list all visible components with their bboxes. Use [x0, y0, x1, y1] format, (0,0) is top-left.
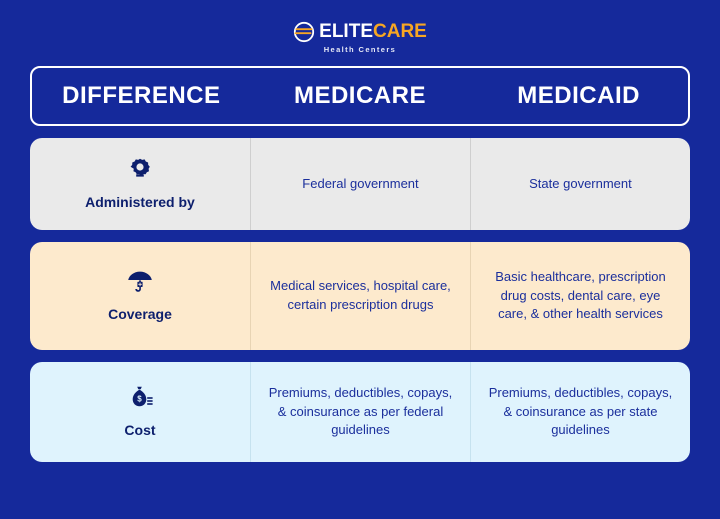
table-row — [30, 362, 690, 462]
table-row — [30, 242, 690, 350]
logo-wordmark — [319, 22, 427, 41]
row-3-medicare-text: Premiums, deductibles, copays, & coinsurance as per federal guidelines — [268, 384, 453, 438]
table-header-row — [30, 66, 690, 126]
row-2-medicaid-text: Basic healthcare, prescription drug costs, dental care, eye care, & other health services — [495, 268, 666, 322]
logo-word-elite: ELITE — [319, 21, 373, 43]
row-1-medicaid-text: State government — [529, 175, 632, 191]
logo-tagline: Health Centers — [323, 44, 397, 54]
row-2-medicare — [250, 242, 470, 350]
svg-text:$: $ — [137, 395, 142, 405]
row-1-medicare-text: Federal government — [302, 175, 419, 191]
logo-word-care: CARE — [373, 21, 427, 43]
elitecare-logo-mark-icon — [293, 21, 315, 43]
table-row — [30, 138, 690, 230]
row-3-medicare — [250, 362, 470, 462]
row-2-medicaid — [470, 242, 690, 350]
row-1-label: Administered by — [85, 194, 195, 211]
row-2-category — [30, 242, 250, 350]
row-1-medicaid — [470, 138, 690, 230]
header-medicare: MEDICARE — [293, 82, 426, 109]
umbrella-medical-icon — [125, 269, 155, 300]
header-difference: DIFFERENCE — [62, 82, 221, 109]
brand-logo — [30, 14, 690, 60]
row-3-label: Cost — [124, 422, 156, 439]
row-2-medicare-text: Medical services, hospital care, certain prescription drugs — [270, 278, 451, 312]
gear-settings-icon — [127, 157, 153, 188]
row-1-medicare — [250, 138, 470, 230]
row-3-category — [30, 362, 250, 462]
row-3-medicaid — [470, 362, 690, 462]
row-1-category — [30, 138, 250, 230]
money-bag-icon — [126, 385, 154, 416]
row-2-label: Coverage — [108, 306, 172, 323]
header-medicaid: MEDICAID — [517, 82, 640, 109]
row-3-medicaid-text: Premiums, deductibles, copays, & coinsurance as per state guidelines — [488, 384, 673, 438]
